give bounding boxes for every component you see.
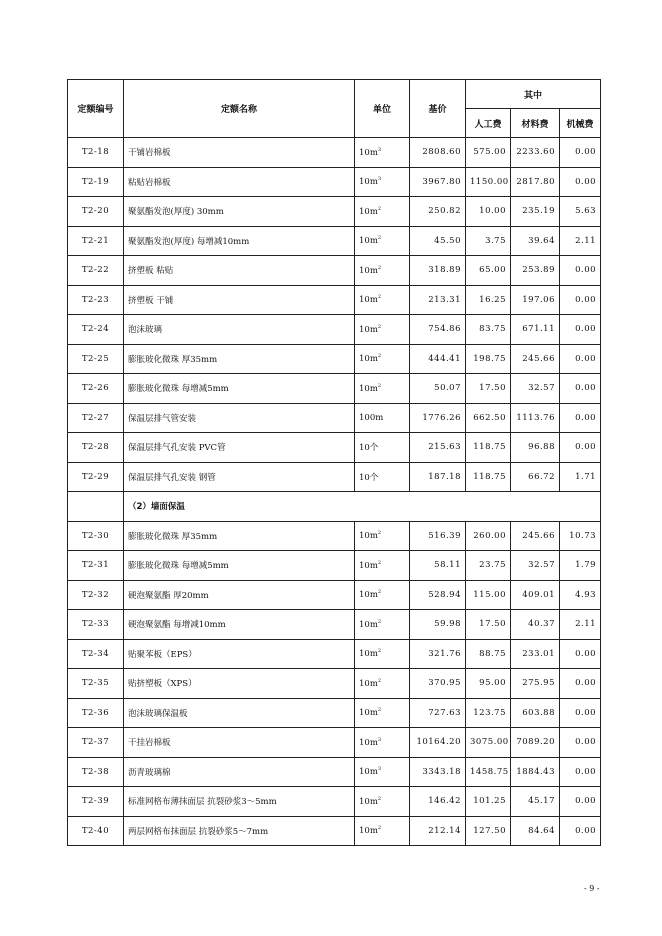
table-row (68, 698, 601, 728)
cell-code: T2-32 (68, 580, 124, 610)
unit-superscript: 2 (377, 264, 382, 271)
cell-name: 聚氨酯发泡(厚度) 每增减10mm (124, 226, 355, 256)
cell-code: T2-30 (68, 521, 124, 551)
unit-base: 10m (359, 383, 378, 394)
unit-superscript: 2 (377, 294, 382, 301)
cell-unit (355, 521, 410, 551)
section-wall (68, 492, 601, 522)
cell-name: 干铺岩棉板 (124, 138, 355, 168)
cell-code: T2-18 (68, 138, 124, 168)
unit-superscript: 2 (377, 530, 382, 537)
cell-labor: 16.25 (466, 285, 511, 315)
table-row (68, 197, 601, 227)
cell-unit (355, 256, 410, 286)
header-labor: 人工费 (466, 109, 511, 138)
cell-base-price: 212.14 (410, 816, 466, 846)
table-row (68, 433, 601, 463)
cell-base-price: 3967.80 (410, 167, 466, 197)
cell-code: T2-20 (68, 197, 124, 227)
header-name: 定额名称 (124, 80, 355, 138)
cell-material: 1113.76 (511, 403, 560, 433)
cell-code: T2-35 (68, 669, 124, 699)
cell-unit (355, 816, 410, 846)
table-row (68, 226, 601, 256)
cell-base-price: 321.76 (410, 639, 466, 669)
cell-name: 贴聚苯板（EPS） (124, 639, 355, 669)
cell-labor: 83.75 (466, 315, 511, 345)
cell-machine: 0.00 (560, 256, 601, 286)
cell-name: 膨胀玻化微珠 每增减5mm (124, 374, 355, 404)
cell-base-price: 59.98 (410, 610, 466, 640)
cell-unit (355, 197, 410, 227)
unit-base: 10m (359, 649, 378, 660)
cell-code: T2-31 (68, 551, 124, 581)
table-row (68, 787, 601, 817)
cell-machine: 0.00 (560, 728, 601, 758)
cell-machine: 0.00 (560, 639, 601, 669)
table-row (68, 757, 601, 787)
cell-unit (355, 285, 410, 315)
table-row (68, 610, 601, 640)
table-row (68, 374, 601, 404)
cell-name: 粘贴岩棉板 (124, 167, 355, 197)
cell-machine: 2.11 (560, 610, 601, 640)
cell-code: T2-37 (68, 728, 124, 758)
cell-unit (355, 757, 410, 787)
table-body-wall (68, 521, 601, 846)
unit-superscript: 2 (377, 677, 382, 684)
cell-base-price: 3343.18 (410, 757, 466, 787)
header-machine: 机械费 (560, 109, 601, 138)
unit-superscript: 3 (377, 766, 382, 773)
cell-code: T2-33 (68, 610, 124, 640)
cell-material: 84.64 (511, 816, 560, 846)
cell-name: 膨胀玻化微珠 厚35mm (124, 344, 355, 374)
unit-base: 10个 (359, 443, 379, 454)
cell-unit (355, 551, 410, 581)
table-row (68, 403, 601, 433)
unit-base: 10m (359, 147, 378, 158)
cell-name: 膨胀玻化微珠 厚35mm (124, 521, 355, 551)
cell-machine: 0.00 (560, 167, 601, 197)
cell-labor: 10.00 (466, 197, 511, 227)
cell-material: 275.95 (511, 669, 560, 699)
cell-code: T2-28 (68, 433, 124, 463)
section-row (68, 492, 601, 522)
cell-material: 245.66 (511, 521, 560, 551)
table-row (68, 521, 601, 551)
cell-unit (355, 315, 410, 345)
cell-code: T2-29 (68, 462, 124, 492)
table-row (68, 344, 601, 374)
cell-material: 66.72 (511, 462, 560, 492)
cell-material: 32.57 (511, 551, 560, 581)
cell-name: 挤塑板 干铺 (124, 285, 355, 315)
cell-base-price: 187.18 (410, 462, 466, 492)
cell-code: T2-36 (68, 698, 124, 728)
cell-name: 硬泡聚氨酯 每增减10mm (124, 610, 355, 640)
unit-base: 100m (359, 412, 384, 423)
cell-base-price: 58.11 (410, 551, 466, 581)
cell-base-price: 1776.26 (410, 403, 466, 433)
cell-material: 603.88 (511, 698, 560, 728)
cell-unit (355, 787, 410, 817)
unit-superscript: 2 (377, 707, 382, 714)
cell-base-price: 250.82 (410, 197, 466, 227)
cell-name: 贴挤塑板（XPS） (124, 669, 355, 699)
cell-material: 32.57 (511, 374, 560, 404)
cell-machine: 2.11 (560, 226, 601, 256)
cell-machine: 0.00 (560, 374, 601, 404)
unit-superscript: 2 (377, 559, 382, 566)
cell-base-price: 213.31 (410, 285, 466, 315)
cell-code: T2-38 (68, 757, 124, 787)
cell-code: T2-25 (68, 344, 124, 374)
unit-superscript: 3 (377, 176, 382, 183)
cell-base-price: 528.94 (410, 580, 466, 610)
unit-superscript: 2 (377, 323, 382, 330)
cell-code: T2-40 (68, 816, 124, 846)
cell-material: 245.66 (511, 344, 560, 374)
cell-unit (355, 167, 410, 197)
page-number: - 9 - (584, 884, 600, 893)
cell-machine: 1.79 (560, 551, 601, 581)
unit-superscript: 3 (377, 146, 382, 153)
cell-labor: 118.75 (466, 433, 511, 463)
cell-name: 泡沫玻璃 (124, 315, 355, 345)
unit-superscript: 2 (377, 235, 382, 242)
unit-superscript: 2 (377, 353, 382, 360)
cell-machine: 0.00 (560, 344, 601, 374)
cell-material: 96.88 (511, 433, 560, 463)
cell-base-price: 318.89 (410, 256, 466, 286)
cell-base-price: 516.39 (410, 521, 466, 551)
table-row (68, 580, 601, 610)
cell-base-price: 727.63 (410, 698, 466, 728)
table-row (68, 315, 601, 345)
cell-labor: 127.50 (466, 816, 511, 846)
cell-labor: 1150.00 (466, 167, 511, 197)
cell-code: T2-22 (68, 256, 124, 286)
cell-labor: 662.50 (466, 403, 511, 433)
cell-code: T2-21 (68, 226, 124, 256)
unit-superscript: 2 (377, 648, 382, 655)
header-code: 定额编号 (68, 80, 124, 138)
cell-code: T2-24 (68, 315, 124, 345)
cell-unit (355, 728, 410, 758)
unit-base: 10m (359, 590, 378, 601)
unit-superscript: 2 (377, 205, 382, 212)
cell-material: 197.06 (511, 285, 560, 315)
cell-material: 39.64 (511, 226, 560, 256)
cell-name: 保温层排气孔安装 PVC管 (124, 433, 355, 463)
cell-unit (355, 669, 410, 699)
cell-material: 233.01 (511, 639, 560, 669)
table-row (68, 551, 601, 581)
unit-superscript: 3 (377, 736, 382, 743)
table-row (68, 256, 601, 286)
cell-labor: 260.00 (466, 521, 511, 551)
unit-base: 10m (359, 737, 378, 748)
cell-machine: 0.00 (560, 138, 601, 168)
unit-base: 10个 (359, 472, 379, 483)
cell-machine: 1.71 (560, 462, 601, 492)
unit-base: 10m (359, 531, 378, 542)
cell-base-price: 50.07 (410, 374, 466, 404)
cell-name: 干挂岩棉板 (124, 728, 355, 758)
cell-material: 1884.43 (511, 757, 560, 787)
cell-machine: 0.00 (560, 698, 601, 728)
table-body-roof (68, 138, 601, 492)
cell-machine: 0.00 (560, 669, 601, 699)
unit-base: 10m (359, 265, 378, 276)
cell-code: T2-39 (68, 787, 124, 817)
table-row (68, 462, 601, 492)
cell-material: 235.19 (511, 197, 560, 227)
cell-code: T2-26 (68, 374, 124, 404)
cell-name: 膨胀玻化微珠 每增减5mm (124, 551, 355, 581)
unit-superscript: 2 (377, 825, 382, 832)
cell-labor: 115.00 (466, 580, 511, 610)
cell-unit (355, 374, 410, 404)
cell-base-price: 146.42 (410, 787, 466, 817)
cell-machine: 4.93 (560, 580, 601, 610)
unit-base: 10m (359, 826, 378, 837)
table-row (68, 167, 601, 197)
cell-name: 聚氨酯发泡(厚度) 30mm (124, 197, 355, 227)
cell-labor: 198.75 (466, 344, 511, 374)
cell-labor: 17.50 (466, 610, 511, 640)
quota-table (67, 79, 601, 846)
cell-machine: 0.00 (560, 433, 601, 463)
unit-superscript: 2 (377, 795, 382, 802)
cell-base-price: 754.86 (410, 315, 466, 345)
cell-labor: 575.00 (466, 138, 511, 168)
cell-unit (355, 403, 410, 433)
table-row (68, 639, 601, 669)
unit-superscript: 2 (377, 618, 382, 625)
cell-machine: 10.73 (560, 521, 601, 551)
cell-labor: 3.75 (466, 226, 511, 256)
cell-machine: 0.00 (560, 757, 601, 787)
table-row (68, 816, 601, 846)
cell-material: 409.01 (511, 580, 560, 610)
cell-machine: 0.00 (560, 816, 601, 846)
table-row (68, 285, 601, 315)
cell-name: 保温层排气孔安装 钢管 (124, 462, 355, 492)
unit-superscript: 2 (377, 382, 382, 389)
cell-unit (355, 433, 410, 463)
cell-labor: 123.75 (466, 698, 511, 728)
cell-unit (355, 344, 410, 374)
header-base-price: 基价 (410, 80, 466, 138)
cell-name: 标准网格布薄抹面层 抗裂砂浆3～5mm (124, 787, 355, 817)
cell-labor: 1458.75 (466, 757, 511, 787)
unit-base: 10m (359, 354, 378, 365)
unit-base: 10m (359, 796, 378, 807)
cell-labor: 17.50 (466, 374, 511, 404)
cell-code: T2-34 (68, 639, 124, 669)
unit-base: 10m (359, 177, 378, 188)
cell-material: 671.11 (511, 315, 560, 345)
unit-base: 10m (359, 767, 378, 778)
section-code-cell (68, 492, 124, 522)
cell-labor: 95.00 (466, 669, 511, 699)
unit-base: 10m (359, 295, 378, 306)
unit-base: 10m (359, 324, 378, 335)
header-material: 材料费 (511, 109, 560, 138)
unit-base: 10m (359, 206, 378, 217)
cell-machine: 0.00 (560, 403, 601, 433)
unit-base: 10m (359, 560, 378, 571)
cell-material: 2233.60 (511, 138, 560, 168)
unit-base: 10m (359, 236, 378, 247)
cell-material: 2817.80 (511, 167, 560, 197)
cell-unit (355, 138, 410, 168)
cell-name: 保温层排气管安装 (124, 403, 355, 433)
cell-labor: 23.75 (466, 551, 511, 581)
header-breakdown: 其中 (466, 80, 601, 109)
table-row (68, 728, 601, 758)
cell-name: 挤塑板 粘贴 (124, 256, 355, 286)
cell-labor: 3075.00 (466, 728, 511, 758)
header-unit: 单位 (355, 80, 410, 138)
cell-machine: 5.63 (560, 197, 601, 227)
cell-labor: 118.75 (466, 462, 511, 492)
section-title: （2）墙面保温 (124, 492, 601, 522)
cell-machine: 0.00 (560, 315, 601, 345)
table-row (68, 669, 601, 699)
cell-unit (355, 580, 410, 610)
cell-base-price: 10164.20 (410, 728, 466, 758)
cell-unit (355, 226, 410, 256)
cell-base-price: 370.95 (410, 669, 466, 699)
cell-unit (355, 462, 410, 492)
cell-base-price: 45.50 (410, 226, 466, 256)
cell-name: 硬泡聚氨酯 厚20mm (124, 580, 355, 610)
unit-base: 10m (359, 619, 378, 630)
cell-name: 沥青玻璃棉 (124, 757, 355, 787)
cell-material: 40.37 (511, 610, 560, 640)
cell-unit (355, 610, 410, 640)
table-header (68, 80, 601, 138)
cell-name: 两层网格布抹面层 抗裂砂浆5～7mm (124, 816, 355, 846)
unit-superscript: 2 (377, 589, 382, 596)
cell-code: T2-23 (68, 285, 124, 315)
cell-labor: 88.75 (466, 639, 511, 669)
cell-machine: 0.00 (560, 787, 601, 817)
cell-base-price: 444.41 (410, 344, 466, 374)
cell-labor: 65.00 (466, 256, 511, 286)
unit-base: 10m (359, 678, 378, 689)
cell-unit (355, 698, 410, 728)
cell-material: 253.89 (511, 256, 560, 286)
cell-base-price: 215.63 (410, 433, 466, 463)
cell-name: 泡沫玻璃保温板 (124, 698, 355, 728)
cell-code: T2-27 (68, 403, 124, 433)
cell-unit (355, 639, 410, 669)
cell-material: 45.17 (511, 787, 560, 817)
cell-base-price: 2808.60 (410, 138, 466, 168)
cell-material: 7089.20 (511, 728, 560, 758)
cell-machine: 0.00 (560, 285, 601, 315)
unit-base: 10m (359, 708, 378, 719)
table-row (68, 138, 601, 168)
cell-labor: 101.25 (466, 787, 511, 817)
cell-code: T2-19 (68, 167, 124, 197)
